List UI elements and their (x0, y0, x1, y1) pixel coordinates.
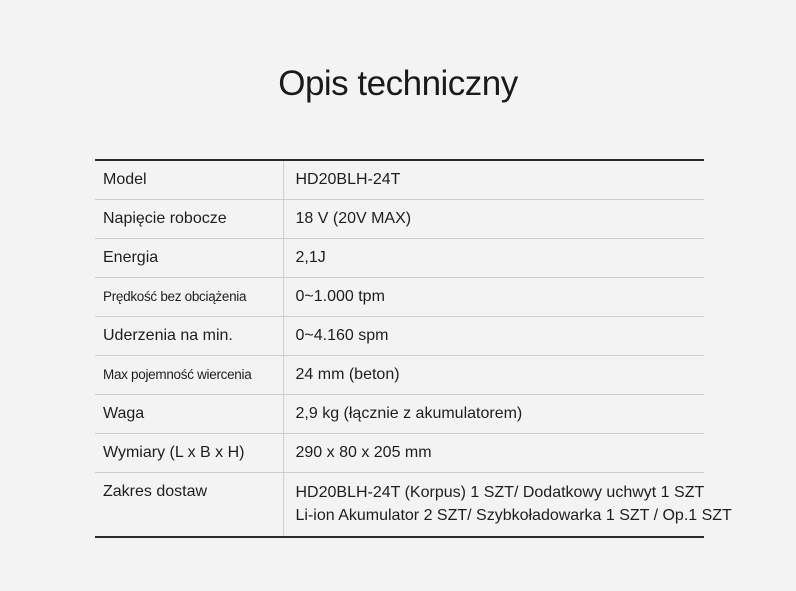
spec-value-dimensions: 290 x 80 x 205 mm (283, 434, 704, 473)
table-row (95, 356, 704, 395)
spec-label-scope-of-delivery: Zakres dostaw (95, 473, 283, 538)
spec-value-impact-rate: 0~4.160 spm (283, 317, 704, 356)
table-row (95, 200, 704, 239)
spec-value-voltage: 18 V (20V MAX) (283, 200, 704, 239)
spec-label-max-drilling: Max pojemność wiercenia (95, 356, 283, 395)
spec-value-energy: 2,1J (283, 239, 704, 278)
spec-label-weight: Waga (95, 395, 283, 434)
spec-label-impact-rate: Uderzenia na min. (95, 317, 283, 356)
delivery-line-2: Li-ion Akumulator 2 SZT/ Szybkoładowarka 1 SZT / Op.1 SZT (295, 507, 732, 524)
table-row (95, 160, 704, 200)
spec-label-dimensions: Wymiary (L x B x H) (95, 434, 283, 473)
spec-label-energy: Energia (95, 239, 283, 278)
spec-value-no-load-speed: 0~1.000 tpm (283, 278, 704, 317)
spec-value-scope-of-delivery (283, 473, 732, 538)
delivery-line-1: HD20BLH-24T (Korpus) 1 SZT/ Dodatkowy uchwyt 1 SZT (295, 484, 705, 501)
spec-label-model: Model (95, 160, 283, 200)
spec-label-voltage: Napięcie robocze (95, 200, 283, 239)
spec-value-max-drilling: 24 mm (beton) (283, 356, 704, 395)
spec-table (95, 159, 732, 538)
spec-value-weight: 2,9 kg (łącznie z akumulatorem) (283, 395, 704, 434)
table-row (95, 278, 704, 317)
table-row (95, 395, 704, 434)
table-row (95, 317, 704, 356)
table-row (95, 434, 704, 473)
spec-value-model: HD20BLH-24T (295, 171, 401, 188)
page-title: Opis techniczny (278, 64, 518, 103)
table-row (95, 239, 704, 278)
spec-label-no-load-speed: Prędkość bez obciążenia (95, 278, 283, 317)
table-row (95, 473, 704, 538)
